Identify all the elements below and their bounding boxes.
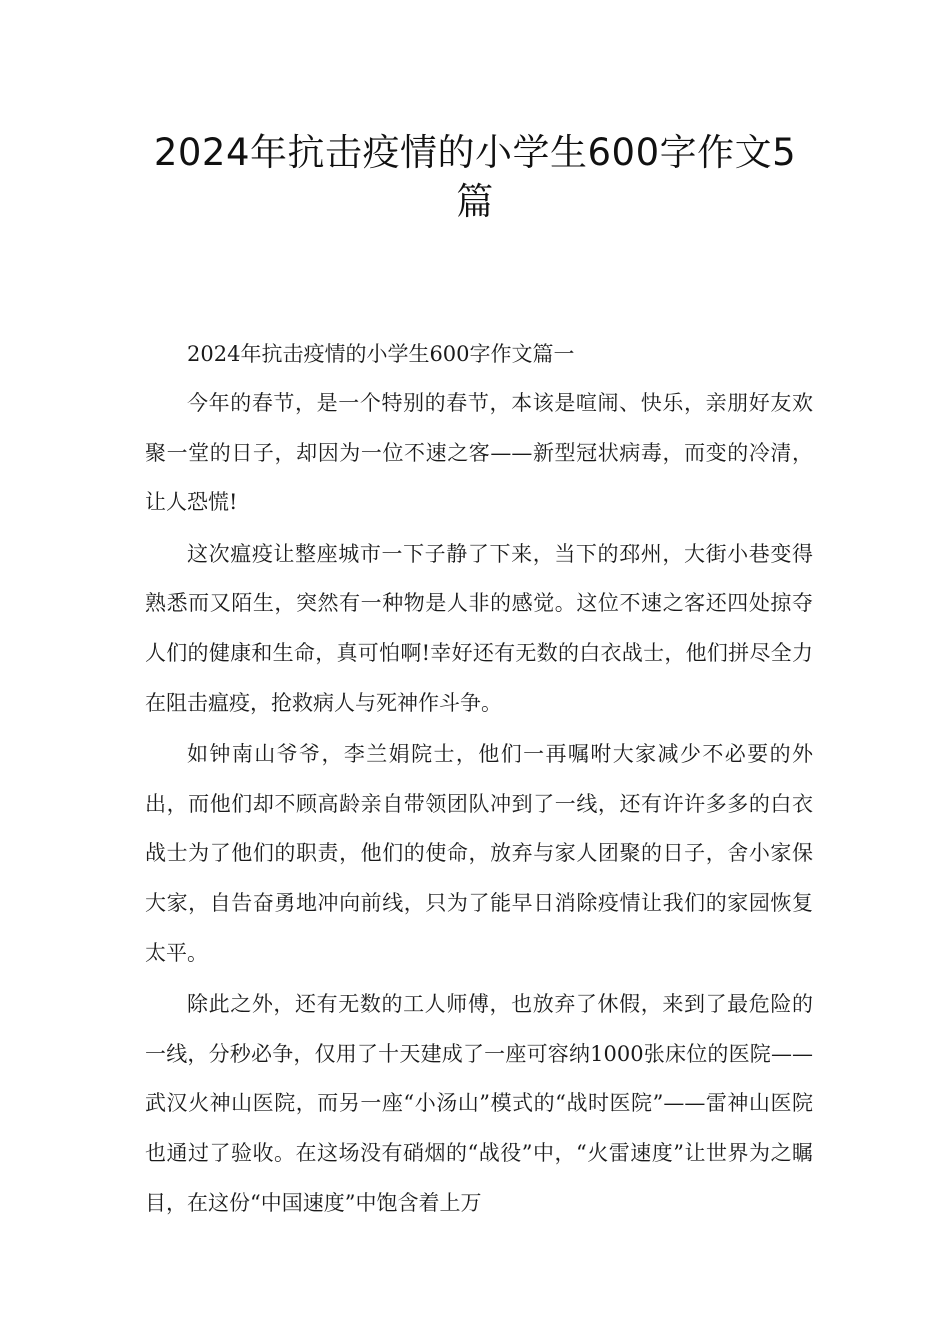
paragraph: 这次瘟疫让整座城市一下子静了下来，当下的邳州，大街小巷变得熟悉而又陌生，突然有一种物是人非的感觉。这位不速之客还四处掠夺人们的健康和生命，真可怕啊!幸好还有无数的白衣战士，他们拼尽全力在阻击瘟疫，抢救病人与死神作斗争。 [145,541,813,715]
paragraph: 今年的春节，是一个特别的春节，本该是喧闹、快乐，亲朋好友欢聚一堂的日子，却因为一位不速之客——新型冠状病毒，而变的冷清，让人恐慌! [145,391,813,515]
paragraph: 除此之外，还有无数的工人师傅，也放弃了休假，来到了最危险的一线，分秒必争，仅用了十天建成了一座可容纳1000张床位的医院——武汉火神山医院，而另一座“小汤山”模式的“战时医院”——雷神山医院也通过了验收。在这场没有硝烟的“战役”中，“火雷速度”让世界为之瞩目，在这份“中国速度”中饱含着上万 [145,992,813,1215]
document-title [120,128,830,226]
document-title-line-2: 篇 [456,180,494,223]
section-subtitle: 2024年抗击疫情的小学生600字作文篇一 [187,342,575,366]
paragraph: 如钟南山爷爷，李兰娟院士，他们一再嘱咐大家减少不必要的外出，而他们却不顾高龄亲自带领团队冲到了一线，还有许许多多的白衣战士为了他们的职责，他们的使命，放弃与家人团聚的日子，舍小家保大家，自告奋勇地冲向前线，只为了能早日消除疫情让我们的家园恢复太平。 [145,742,813,965]
document-title-line-1: 2024年抗击疫情的小学生600字作文5 [153,131,797,174]
document-body [145,330,813,1228]
